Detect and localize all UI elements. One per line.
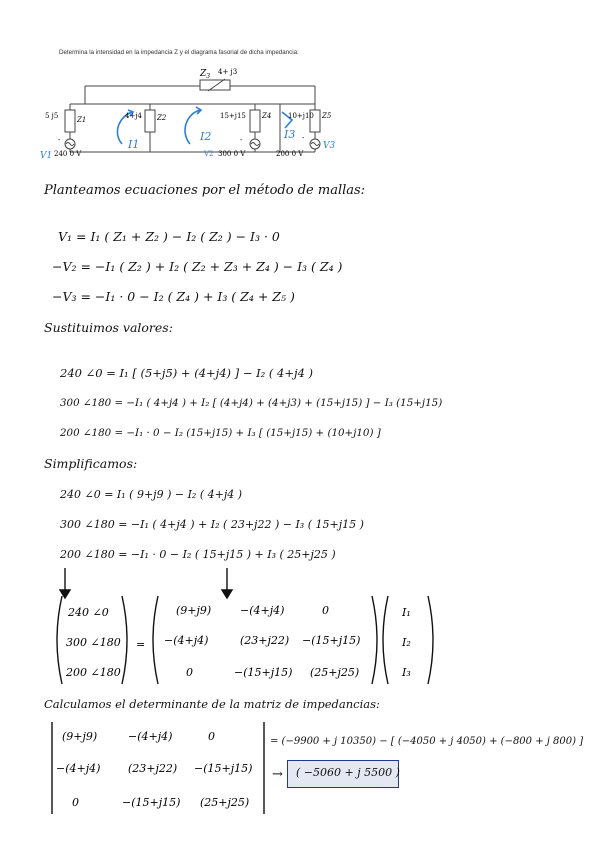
mesh-arrow-2 — [185, 110, 200, 144]
mesh-heading: Planteamos ecuaciones por el método de mallas: — [44, 183, 366, 198]
v3-label: V3 — [323, 141, 336, 151]
det-result-box — [287, 760, 399, 788]
det-z33: (25+j25) — [200, 796, 250, 809]
z4-label: Z4 — [262, 112, 272, 120]
simpl-eq-3: 200 ∠180 = −I₁ · 0 − I₂ ( 15+j15 ) + I₃ ( 25+j25 ) — [60, 548, 336, 561]
matrix-z22: (23+j22) — [240, 634, 290, 647]
det-z23: −(15+j15) — [194, 762, 253, 775]
matrix-i3: I₃ — [402, 666, 411, 679]
z1-label: Z1 — [77, 116, 87, 124]
matrix-z11: (9+j9) — [176, 604, 212, 617]
i1-label: I1 — [128, 138, 140, 151]
i2-label: I2 — [200, 130, 212, 143]
det-z32: −(15+j15) — [122, 796, 181, 809]
matrix-z13: 0 — [322, 604, 329, 617]
matrix-z12: −(4+j4) — [240, 604, 285, 617]
matrix-z33: (25+j25) — [310, 666, 360, 679]
v2-minus: - — [240, 136, 243, 144]
matrix-z31: 0 — [186, 666, 193, 679]
det-expansion: = (−9900 + j 10350) − [ (−4050 + j 4050) + (−800 + j 800) ] — [270, 736, 584, 747]
z2-value: 4+j4 — [125, 112, 142, 120]
z5-value: 10+j10 — [288, 112, 314, 120]
matrix-equals: = — [136, 638, 146, 651]
matrix-v3: 200 ∠180 — [66, 666, 121, 679]
mesh-eq-1: V₁ = I₁ ( Z₁ + Z₂ ) − I₂ ( Z₂ ) − I₃ · 0 — [58, 229, 280, 244]
subst-eq-1: 240 ∠0 = I₁ [ (5+j5) + (4+j4) ] − I₂ ( 4+j4 ) — [60, 366, 314, 380]
det-z31: 0 — [72, 796, 79, 809]
det-arrow: → — [272, 767, 283, 782]
z3-label: $Z_3$ — [200, 69, 211, 80]
det-z11: (9+j9) — [62, 730, 98, 743]
det-result: ( −5060 + j 5500 ) — [296, 766, 400, 779]
v1-label: V1 — [40, 151, 53, 161]
simpl-eq-1: 240 ∠0 = I₁ ( 9+j9 ) − I₂ ( 4+j4 ) — [60, 488, 243, 501]
v3-minus: - — [302, 134, 305, 142]
matrix-z32: −(15+j15) — [234, 666, 293, 679]
det-z12: −(4+j4) — [128, 730, 173, 743]
mesh-eq-3: −V₃ = −I₁ · 0 − I₂ ( Z₄ ) + I₃ ( Z₄ + Z₅ ) — [52, 289, 295, 304]
v1-minus: - — [58, 136, 61, 144]
matrix-i1: I₁ — [402, 606, 411, 619]
v2-value: 300 0 V — [218, 150, 246, 158]
matrix-v2: 300 ∠180 — [66, 636, 121, 649]
impedance-z1 — [65, 110, 75, 132]
v1-value: 240 0 V — [54, 150, 82, 158]
z4-value: 15+j15 — [220, 112, 246, 120]
matrix-equation — [50, 592, 450, 688]
z3-value: 4+ j3 — [218, 68, 238, 76]
matrix-i2: I₂ — [402, 636, 411, 649]
det-z22: (23+j22) — [128, 762, 178, 775]
subst-eq-3: 200 ∠180 = −I₁ · 0 − I₂ (15+j15) + I₃ [ (15+j15) + (10+j10) ] — [60, 427, 381, 439]
z5-label: Z5 — [322, 112, 332, 120]
problem-statement: Determina la intensidad en la impedancia Z y el diagrama fasorial de dicha impedancia: — [59, 49, 299, 56]
subst-eq-2: 300 ∠180 = −I₁ ( 4+j4 ) + I₂ [ (4+j4) + (4+j3) + (15+j15) ] − I₃ (15+j15) — [60, 397, 443, 409]
det-z13: 0 — [208, 730, 215, 743]
impedance-z3 — [200, 80, 230, 90]
matrix-v1: 240 ∠0 — [68, 606, 109, 619]
v3-value: 200 0 V — [276, 150, 304, 158]
mesh-eq-2: −V₂ = −I₁ ( Z₂ ) + I₂ ( Z₂ + Z₃ + Z₄ ) − I₃ ( Z₄ ) — [52, 259, 343, 274]
simpl-heading: Simplificamos: — [44, 456, 138, 471]
simpl-eq-2: 300 ∠180 = −I₁ ( 4+j4 ) + I₂ ( 23+j22 ) − I₃ ( 15+j15 ) — [60, 518, 364, 531]
z1-value: 5 j5 — [45, 112, 59, 120]
v2-label: V2 — [204, 150, 214, 158]
z2-label: Z2 — [157, 114, 167, 122]
matrix-z23: −(15+j15) — [302, 634, 361, 647]
matrix-z21: −(4+j4) — [164, 634, 209, 647]
impedance-z2 — [145, 110, 155, 132]
subst-heading: Sustituimos valores: — [44, 320, 173, 335]
circuit-diagram — [40, 62, 340, 162]
i3-label: I3 — [284, 128, 296, 141]
impedance-z4 — [250, 110, 260, 132]
det-heading: Calculamos el determinante de la matriz de impedancias: — [44, 697, 380, 711]
det-z21: −(4+j4) — [56, 762, 101, 775]
determinant-matrix — [48, 718, 270, 818]
